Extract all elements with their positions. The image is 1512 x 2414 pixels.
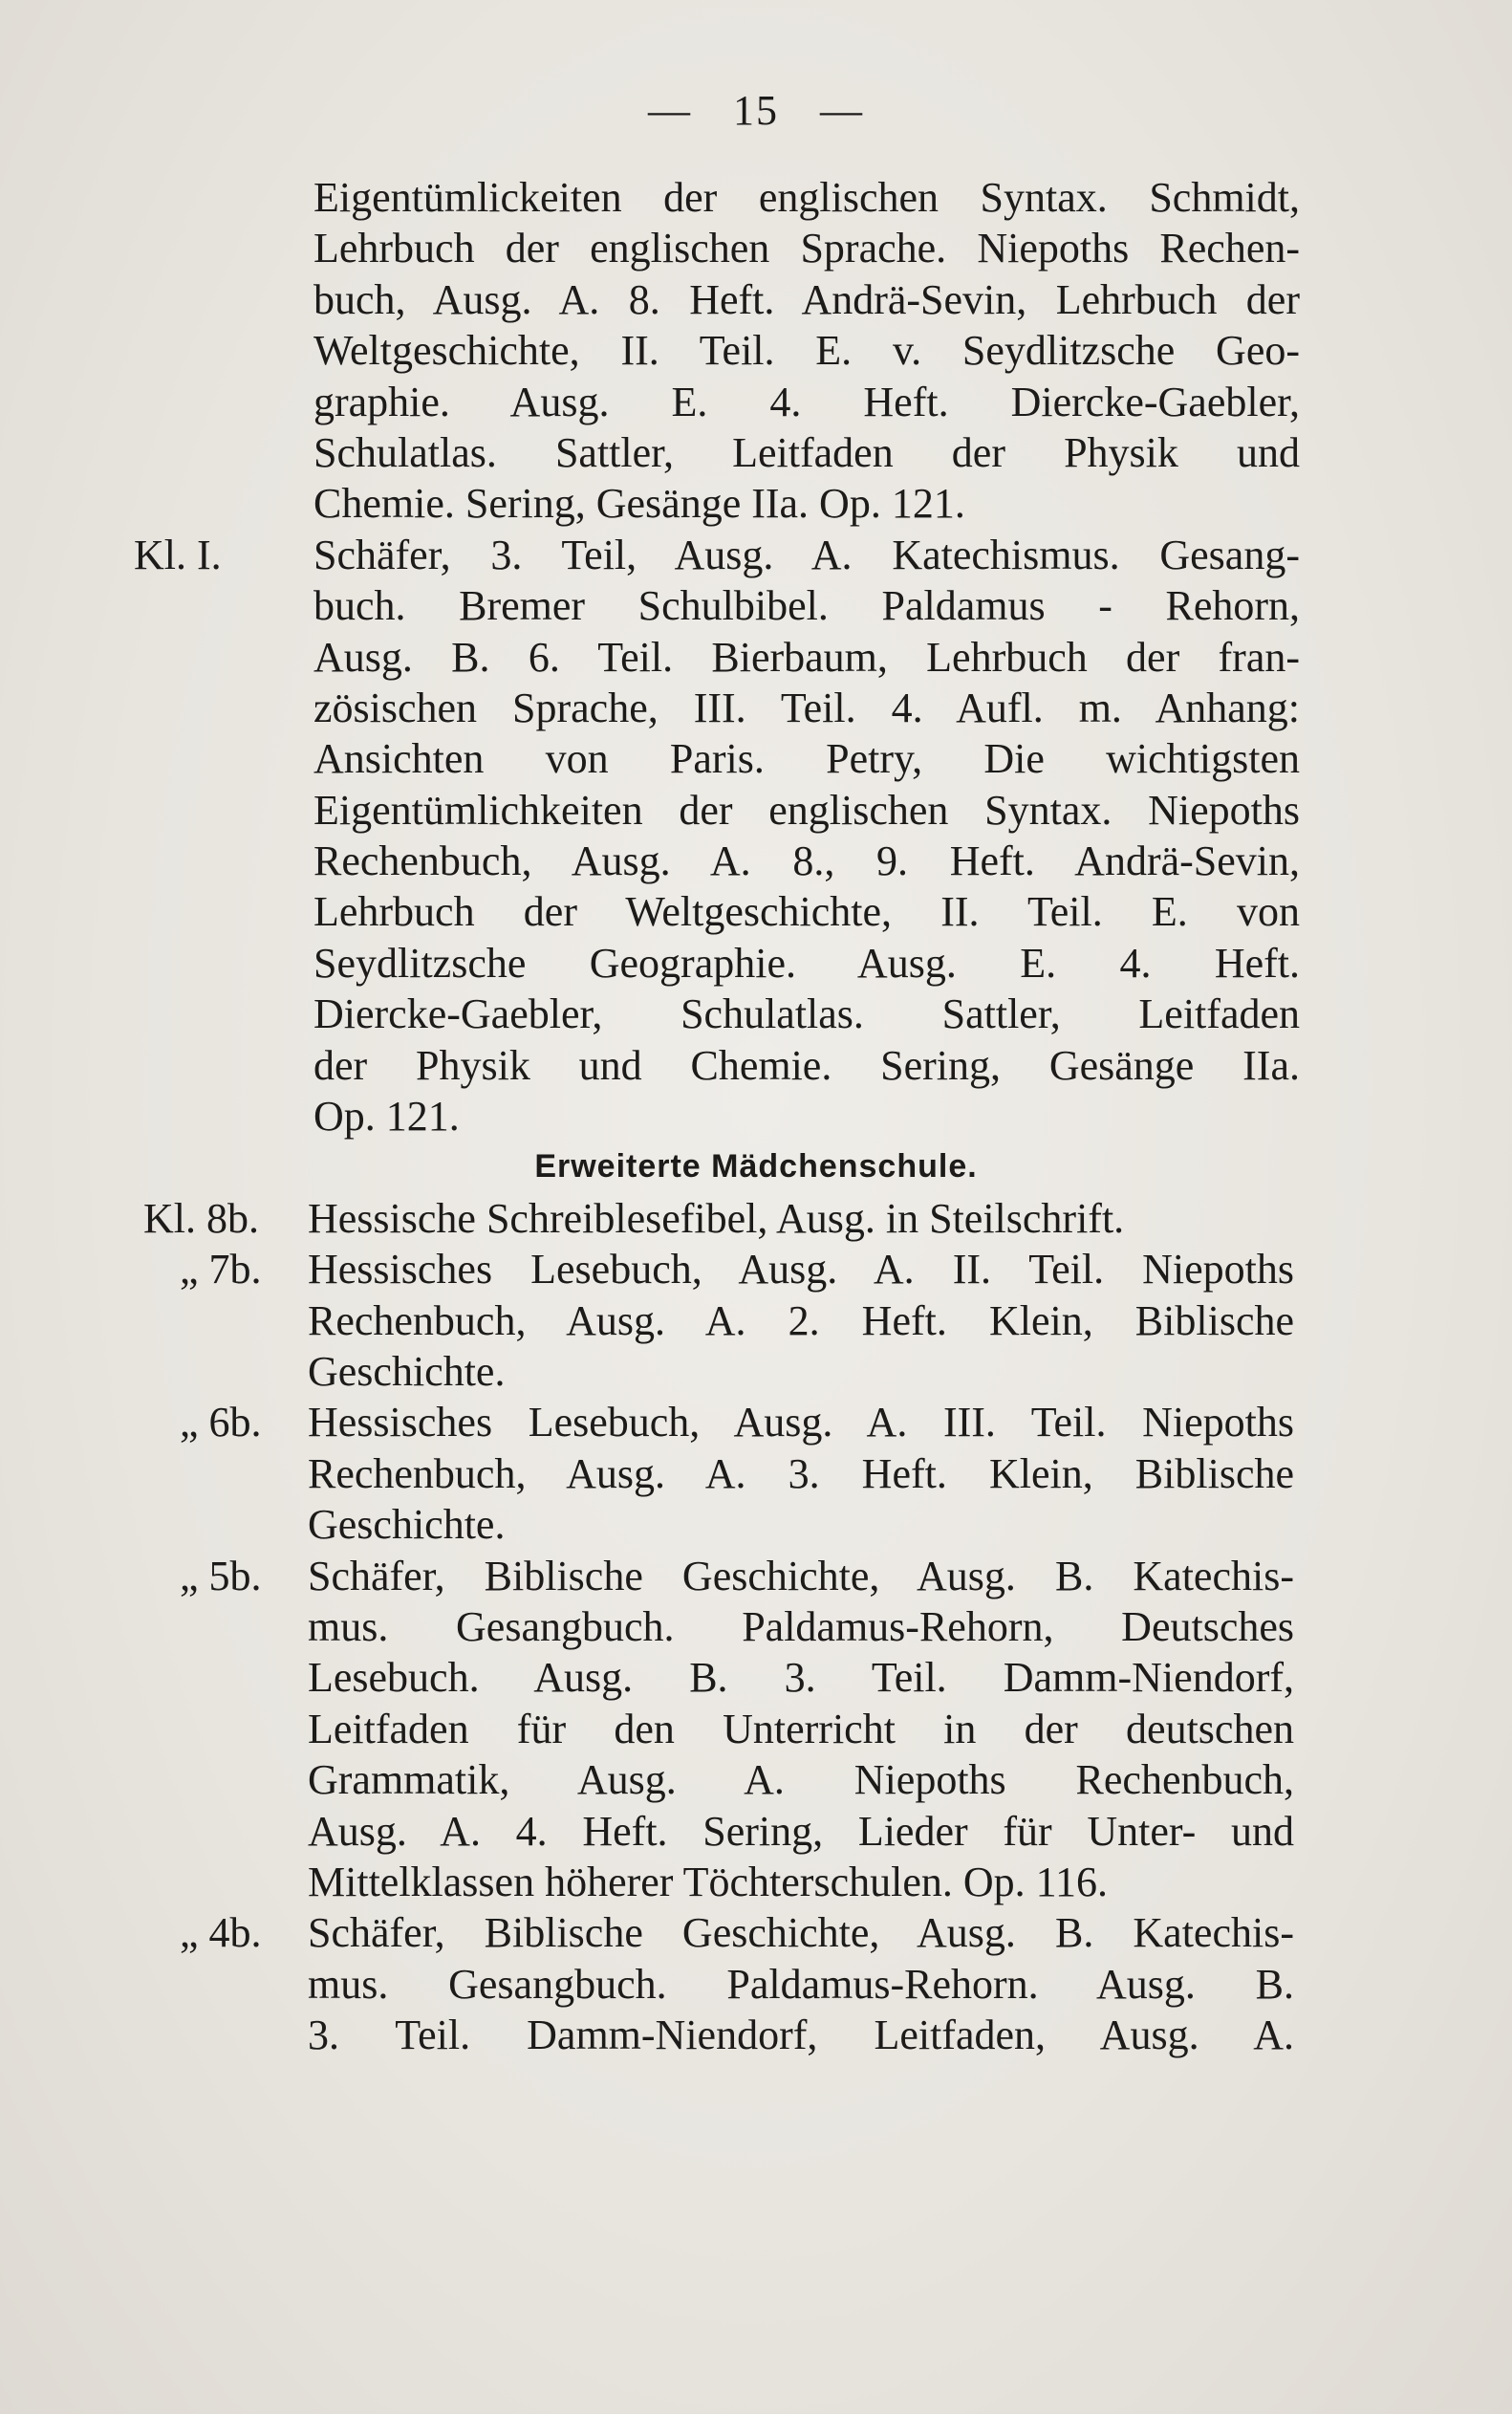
text-line <box>0 733 1512 784</box>
line-text: zösischen Sprache, III. Teil. 4. Aufl. m. Anhang: <box>313 684 1300 731</box>
text-line <box>0 989 1512 1039</box>
text-line <box>0 478 1512 529</box>
line-text: Diercke-Gaebler, Schulatlas. Sattler, Leitfaden <box>313 990 1300 1038</box>
line-text: Ausg. A. 4. Heft. Sering, Lieder für Unter- und <box>308 1807 1294 1855</box>
class-label: „ 6b. <box>180 1399 262 1446</box>
text-line <box>0 886 1512 937</box>
text-line <box>0 1959 1512 2010</box>
line-text: Hessische Schreiblesefibel, Ausg. in Steilschrift. <box>308 1194 1125 1242</box>
line-text: Eigentümlichkeiten der englischen Syntax. Niepoths <box>313 786 1300 834</box>
text-line <box>0 683 1512 733</box>
line-text: Schulatlas. Sattler, Leitfaden der Physik und <box>313 428 1300 476</box>
text-line <box>0 1601 1512 1652</box>
section-heading: Erweiterte Mädchenschule. <box>534 1148 978 1185</box>
class-label: Kl. I. <box>134 531 222 578</box>
text-line <box>0 274 1512 325</box>
line-text: Geschichte. <box>308 1501 506 1549</box>
line-text: Ansichten von Paris. Petry, Die wichtigsten <box>313 735 1300 783</box>
continuation-entry <box>0 172 1512 530</box>
class-entry-kl-1 <box>0 530 1512 1142</box>
line-text: Mittelklassen höherer Töchterschulen. Op. 116. <box>308 1858 1109 1905</box>
text-line <box>0 427 1512 478</box>
text-line <box>0 580 1512 631</box>
class-label: Kl. 8b. <box>143 1194 259 1242</box>
text-line <box>0 836 1512 886</box>
class-entry-6b <box>0 1397 1512 1550</box>
text-line <box>0 1346 1512 1397</box>
line-text: Schäfer, 3. Teil, Ausg. A. Katechismus. Gesang- <box>313 531 1300 578</box>
line-text: Rechenbuch, Ausg. A. 3. Heft. Klein, Biblische <box>308 1449 1294 1497</box>
class-entry-7b <box>0 1244 1512 1397</box>
line-text: Ausg. B. 6. Teil. Bierbaum, Lehrbuch der fran- <box>313 633 1300 681</box>
text-line <box>0 1551 1512 1601</box>
line-text: 3. Teil. Damm-Niendorf, Leitfaden, Ausg. A. <box>308 2012 1294 2059</box>
line-text: Weltgeschichte, II. Teil. E. v. Seydlitzsche Geo- <box>313 327 1300 375</box>
line-text: der Physik und Chemie. Sering, Gesänge IIa. <box>313 1041 1300 1089</box>
text-line <box>0 1857 1512 1907</box>
text-line <box>0 1499 1512 1550</box>
line-text: Grammatik, Ausg. A. Niepoths Rechenbuch, <box>308 1756 1294 1804</box>
text-line <box>0 1704 1512 1754</box>
class-entry-5b <box>0 1551 1512 1908</box>
text-line <box>0 785 1512 836</box>
line-text: Eigentümlickeiten der englischen Syntax. Schmidt, <box>313 174 1300 221</box>
text-line <box>0 632 1512 683</box>
line-text: Op. 121. <box>313 1093 460 1141</box>
line-text: buch, Ausg. A. 8. Heft. Andrä-Sevin, Lehrbuch der <box>313 275 1300 323</box>
text-line <box>0 1806 1512 1857</box>
text-line <box>0 1448 1512 1499</box>
section-heading-line <box>0 1142 1512 1192</box>
line-text: Hessisches Lesebuch, Ausg. A. II. Teil. Niepoths <box>308 1246 1294 1294</box>
text-line <box>0 1754 1512 1805</box>
line-text: Schäfer, Biblische Geschichte, Ausg. B. Katechis- <box>308 1552 1294 1599</box>
line-text: Schäfer, Biblische Geschichte, Ausg. B. Katechis- <box>308 1909 1294 1957</box>
text-line <box>0 1193 1512 1244</box>
text-line <box>0 1040 1512 1091</box>
class-label: „ 7b. <box>180 1246 262 1294</box>
text-line <box>0 223 1512 273</box>
line-text: Lehrbuch der englischen Sprache. Niepoths Rechen- <box>313 225 1300 272</box>
class-label: „ 4b. <box>180 1909 262 1957</box>
text-line <box>0 1295 1512 1346</box>
page-number: — 15 — <box>648 87 864 134</box>
text-block <box>0 172 1512 2060</box>
line-text: Rechenbuch, Ausg. A. 2. Heft. Klein, Biblische <box>308 1296 1294 1344</box>
text-line <box>0 2010 1512 2060</box>
text-line <box>0 938 1512 989</box>
class-entry-kl-8b <box>0 1193 1512 1244</box>
text-line <box>0 1652 1512 1703</box>
line-text: Geschichte. <box>308 1347 506 1395</box>
text-line <box>0 172 1512 223</box>
line-text: graphie. Ausg. E. 4. Heft. Diercke-Gaebler, <box>313 378 1300 425</box>
line-text: Leitfaden für den Unterricht in der deutschen <box>308 1705 1294 1752</box>
line-text: Lesebuch. Ausg. B. 3. Teil. Damm-Niendorf, <box>308 1654 1294 1702</box>
text-line <box>0 1907 1512 1958</box>
line-text: Rechenbuch, Ausg. A. 8., 9. Heft. Andrä-Sevin, <box>313 837 1300 885</box>
class-label: „ 5b. <box>180 1552 262 1599</box>
line-text: mus. Gesangbuch. Paldamus-Rehorn. Ausg. B. <box>308 1960 1294 2008</box>
line-text: Chemie. Sering, Gesänge IIa. Op. 121. <box>313 480 965 528</box>
line-text: Lehrbuch der Weltgeschichte, II. Teil. E. von <box>313 888 1300 936</box>
class-entry-4b <box>0 1907 1512 2060</box>
line-text: Seydlitzsche Geographie. Ausg. E. 4. Heft. <box>313 939 1300 987</box>
text-line <box>0 325 1512 376</box>
text-line <box>0 377 1512 427</box>
line-text: buch. Bremer Schulbibel. Paldamus - Rehorn, <box>313 582 1300 630</box>
line-text: Hessisches Lesebuch, Ausg. A. III. Teil. Niepoths <box>308 1399 1294 1446</box>
line-text: mus. Gesangbuch. Paldamus-Rehorn, Deutsches <box>308 1602 1294 1650</box>
text-line <box>0 530 1512 580</box>
text-line <box>0 1091 1512 1142</box>
text-line <box>0 1397 1512 1447</box>
text-line <box>0 1244 1512 1294</box>
